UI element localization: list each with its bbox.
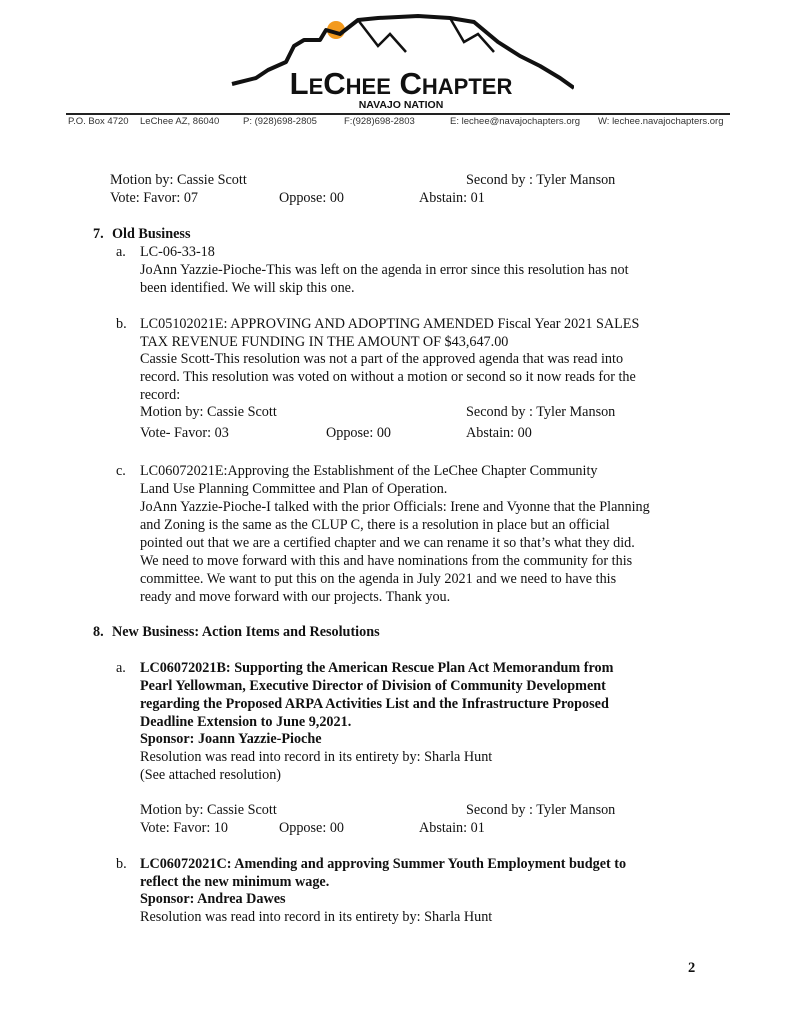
vote-oppose: Oppose: 00 [279,820,345,836]
item-text: committee. We want to put this on the agenda in July 2021 and we need to have this [140,571,617,587]
section-heading: Old Business [112,226,191,242]
item-text: We need to move forward with this and have nominations from the community for this [140,553,633,569]
item-text: pointed out that we are a certified chapter and we can rename it so that’s what they did. [140,535,635,551]
email-address: E: lechee@navajochapters.org [450,116,581,127]
item-title: LC06072021C: Amending and approving Summer Youth Employment budget to [140,856,627,872]
header-rule [66,113,730,115]
item-text: record: [140,387,181,403]
item-text: Resolution was read into record in its entirety by: Sharla Hunt [140,909,493,925]
item-title: reflect the new minimum wage. [140,874,330,890]
item-text: Resolution was read into record in its entirety by: Sharla Hunt [140,749,493,765]
item-letter: b. [116,316,127,332]
item-title: regarding the Proposed ARPA Activities List and the Infrastructure Proposed [140,696,609,712]
item-title: LC05102021E: APPROVING AND ADOPTING AMENDED Fiscal Year 2021 SALES [140,316,640,332]
vote-abstain: Abstain: 01 [419,190,485,206]
item-title: Land Use Planning Committee and Plan of Operation. [140,481,448,497]
item-text: JoAnn Yazzie-Pioche-This was left on the agenda in error since this resolution has not [140,262,629,278]
section-heading: New Business: Action Items and Resolutions [112,624,380,640]
item-title: TAX REVENUE FUNDING IN THE AMOUNT OF $43,647.00 [140,334,509,350]
website: W: lechee.navajochapters.org [598,116,724,127]
item-title: Pearl Yellowman, Executive Director of Division of Community Development [140,678,606,694]
item-sponsor: Sponsor: Joann Yazzie-Pioche [140,731,322,747]
item-sponsor: Sponsor: Andrea Dawes [140,891,286,907]
item-text: record. This resolution was voted on without a motion or second so it now reads for the [140,369,636,385]
item-title: Deadline Extension to June 9,2021. [140,714,352,730]
item-title: LC-06-33-18 [140,244,215,260]
item-note: (See attached resolution) [140,767,282,783]
vote-oppose: Oppose: 00 [326,425,392,441]
item-text: Cassie Scott-This resolution was not a part of the approved agenda that was read into [140,351,624,367]
page-number: 2 [688,960,696,976]
item-text: ready and move forward with our projects. Thank you. [140,589,451,605]
item-text: been identified. We will skip this one. [140,280,355,296]
item-letter: c. [116,463,126,479]
item-text: and Zoning is the same as the CLUP C, there is a resolution in place but an official [140,517,610,533]
item-letter: a. [116,244,126,260]
vote-favor: Vote: Favor: 10 [140,820,229,836]
motion-line: Motion by: Cassie Scott [140,404,277,420]
chapter-logo [228,12,574,112]
motion-line: Motion by: Cassie Scott [140,802,277,818]
vote-favor: Vote- Favor: 03 [140,425,229,441]
vote-abstain: Abstain: 01 [419,820,485,836]
brand-title: LeChee Chapter [289,66,513,101]
item-text: JoAnn Yazzie-Pioche-I talked with the prior Officials: Irene and Vyonne that the Planning [140,499,650,515]
item-letter: b. [116,856,127,872]
vote-abstain: Abstain: 00 [466,425,532,441]
city-address: LeChee AZ, 86040 [140,116,220,127]
brand-subtitle: NAVAJO NATION [358,99,444,111]
phone-number: P: (928)698-2805 [243,116,317,127]
fax-number: F:(928)698-2803 [344,116,415,127]
item-letter: a. [116,660,126,676]
second-line: Second by : Tyler Manson [466,404,616,420]
item-title: LC06072021E:Approving the Establishment of the LeChee Chapter Community [140,463,598,479]
motion-line: Motion by: Cassie Scott [110,172,247,188]
second-line: Second by : Tyler Manson [466,802,616,818]
contact-line [68,116,730,130]
section-number: 7. [93,226,104,242]
item-title: LC06072021B: Supporting the American Rescue Plan Act Memorandum from [140,660,614,676]
vote-oppose: Oppose: 00 [279,190,345,206]
section-number: 8. [93,624,104,640]
vote-favor: Vote: Favor: 07 [110,190,199,206]
po-box: P.O. Box 4720 [68,116,129,127]
second-line: Second by : Tyler Manson [466,172,616,188]
